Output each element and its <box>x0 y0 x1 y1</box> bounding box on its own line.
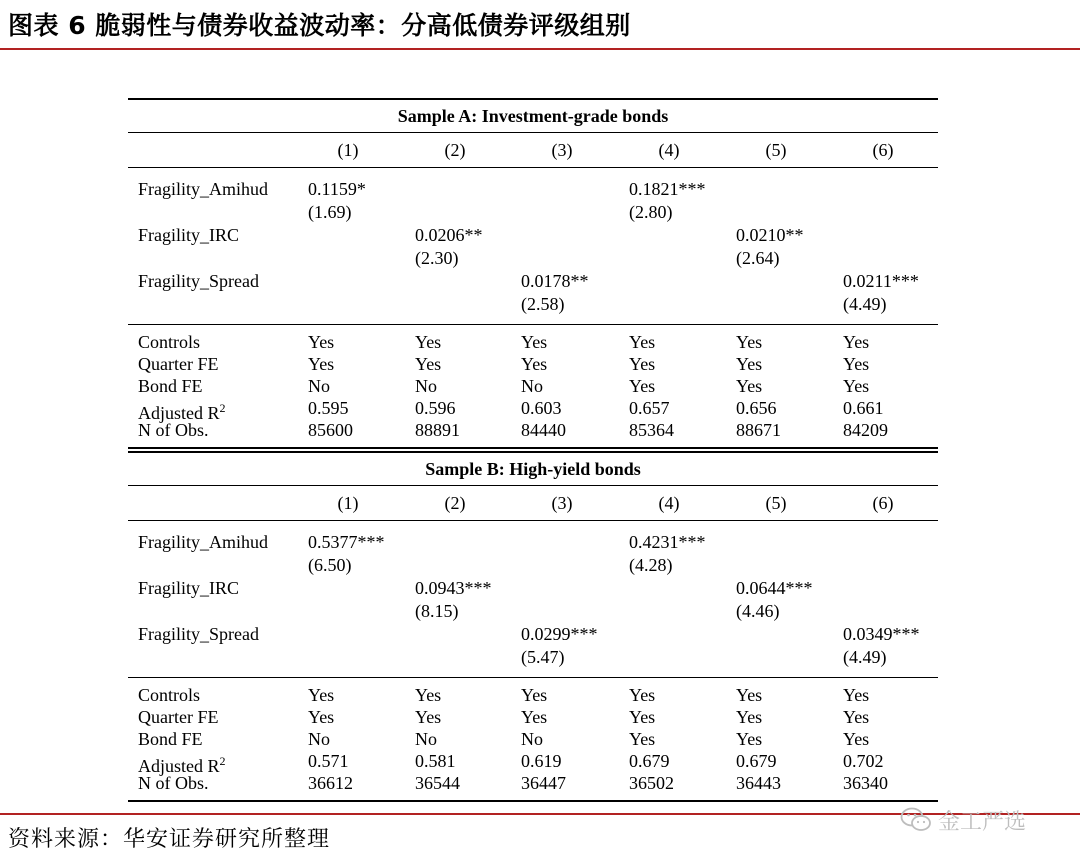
control-value: 36612 <box>308 773 353 793</box>
control-value: No <box>415 376 437 396</box>
control-value: No <box>415 729 437 749</box>
coefficient: 0.0210** <box>736 225 804 245</box>
control-value: Yes <box>415 685 442 705</box>
t-statistic: (2.64) <box>736 248 780 268</box>
control-value: Yes <box>736 354 763 374</box>
control-value: Yes <box>629 376 656 396</box>
control-label <box>138 684 200 706</box>
figure-title-bar <box>0 0 1080 50</box>
controls-block <box>128 325 938 447</box>
variable-row <box>128 270 938 316</box>
control-value: Yes <box>843 354 870 374</box>
control-value: No <box>308 729 330 749</box>
column-header: (2) <box>444 140 466 160</box>
control-value: Yes <box>521 685 548 705</box>
superscript: 2 <box>219 754 226 768</box>
coefficient: 0.0943*** <box>415 578 492 598</box>
control-value: Yes <box>308 354 335 374</box>
control-value: Yes <box>629 729 656 749</box>
control-label <box>138 728 203 750</box>
control-label <box>138 353 218 375</box>
t-statistic: (2.30) <box>415 248 459 268</box>
control-value: Yes <box>629 354 656 374</box>
regression-table <box>128 98 938 802</box>
column-header-row <box>128 133 938 167</box>
figure-title: 图表 6 脆弱性与债券收益波动率：分高低债券评级组别 <box>8 11 631 40</box>
control-value: 84440 <box>521 420 566 440</box>
control-label-text: Adjusted R <box>138 403 220 423</box>
coefficient: 0.4231*** <box>629 532 706 552</box>
t-statistic: (6.50) <box>308 555 352 575</box>
control-label-text: Bond FE <box>138 376 203 396</box>
coefficient: 0.0206** <box>415 225 483 245</box>
control-value: Yes <box>629 332 656 352</box>
control-value: 0.679 <box>629 751 670 771</box>
coefficient: 0.1159* <box>308 179 366 199</box>
control-value: Yes <box>521 354 548 374</box>
control-value: 84209 <box>843 420 888 440</box>
watermark-text: 金工严选 <box>938 809 1027 835</box>
variable-label: Fragility_IRC <box>138 225 240 245</box>
column-header: (2) <box>444 493 466 513</box>
control-value: Yes <box>736 332 763 352</box>
control-value: Yes <box>415 707 442 727</box>
control-value: No <box>521 729 543 749</box>
control-row <box>128 419 938 441</box>
control-value: Yes <box>736 729 763 749</box>
column-header: (1) <box>337 493 359 513</box>
superscript: 2 <box>219 401 226 415</box>
control-row <box>128 772 938 794</box>
control-value: 0.619 <box>521 751 562 771</box>
source-note: 资料来源：华安证券研究所整理 <box>8 827 331 852</box>
control-value: Yes <box>843 729 870 749</box>
control-value: Yes <box>843 685 870 705</box>
control-value: Yes <box>521 707 548 727</box>
controls-block <box>128 678 938 800</box>
panel-title: Sample B: High-yield bonds <box>425 459 641 479</box>
coefficient: 0.0349*** <box>843 624 920 644</box>
control-value: Yes <box>308 332 335 352</box>
coefficient: 0.0178** <box>521 271 589 291</box>
control-row <box>128 728 938 750</box>
t-statistic: (4.46) <box>736 601 780 621</box>
column-header: (5) <box>765 493 787 513</box>
control-label-text: Bond FE <box>138 729 203 749</box>
variable-label: Fragility_Spread <box>138 271 259 291</box>
coefficient-block <box>128 521 938 677</box>
control-row <box>128 353 938 375</box>
control-label-text: N of Obs. <box>138 773 209 793</box>
column-header: (4) <box>658 493 680 513</box>
control-value: Yes <box>843 376 870 396</box>
control-value: Yes <box>736 376 763 396</box>
control-value: 0.596 <box>415 398 456 418</box>
coefficient: 0.0644*** <box>736 578 813 598</box>
t-statistic: (4.49) <box>843 647 887 667</box>
coefficient: 0.1821*** <box>629 179 706 199</box>
control-label-text: N of Obs. <box>138 420 209 440</box>
watermark <box>900 802 1026 838</box>
control-value: 36502 <box>629 773 674 793</box>
control-label-text: Adjusted R <box>138 756 220 776</box>
t-statistic: (2.80) <box>629 202 673 222</box>
control-label-text: Controls <box>138 332 201 352</box>
control-value: Yes <box>521 332 548 352</box>
control-value: Yes <box>843 707 870 727</box>
control-label-text: Controls <box>138 685 201 705</box>
control-value: Yes <box>308 685 335 705</box>
variable-row <box>128 224 938 270</box>
t-statistic: (2.58) <box>521 294 565 314</box>
column-header: (3) <box>551 140 573 160</box>
control-value: 0.679 <box>736 751 777 771</box>
control-row <box>128 397 938 423</box>
column-header: (3) <box>551 493 573 513</box>
table-rule <box>128 800 938 802</box>
control-value: 0.603 <box>521 398 562 418</box>
control-value: Yes <box>736 685 763 705</box>
coefficient-block <box>128 168 938 324</box>
control-value: 88891 <box>415 420 460 440</box>
t-statistic: (8.15) <box>415 601 459 621</box>
variable-label: Fragility_IRC <box>138 578 240 598</box>
control-label <box>138 419 209 441</box>
variable-row <box>128 577 938 623</box>
control-value: 85600 <box>308 420 353 440</box>
control-value: 85364 <box>629 420 674 440</box>
t-statistic: (1.69) <box>308 202 352 222</box>
control-value: Yes <box>736 707 763 727</box>
control-value: 36340 <box>843 773 888 793</box>
column-header: (6) <box>872 493 894 513</box>
control-row <box>128 375 938 397</box>
control-label <box>138 772 209 794</box>
control-row <box>128 331 938 353</box>
control-value: Yes <box>843 332 870 352</box>
variable-row <box>128 623 938 669</box>
column-header: (6) <box>872 140 894 160</box>
variable-label: Fragility_Spread <box>138 624 259 644</box>
control-value: 0.571 <box>308 751 349 771</box>
t-statistic: (5.47) <box>521 647 565 667</box>
control-label <box>138 375 203 397</box>
control-value: Yes <box>629 685 656 705</box>
control-value: Yes <box>415 354 442 374</box>
control-value: No <box>521 376 543 396</box>
panel-title: Sample A: Investment-grade bonds <box>397 106 669 126</box>
control-value: 0.657 <box>629 398 670 418</box>
control-value: 36447 <box>521 773 566 793</box>
control-value: No <box>308 376 330 396</box>
control-value: Yes <box>415 332 442 352</box>
control-label-text: Quarter FE <box>138 354 219 374</box>
column-header: (4) <box>658 140 680 160</box>
control-row <box>128 750 938 776</box>
wechat-icon <box>900 806 932 834</box>
control-value: 0.595 <box>308 398 349 418</box>
column-header-row <box>128 486 938 520</box>
column-header: (5) <box>765 140 787 160</box>
control-value: 36443 <box>736 773 781 793</box>
variable-row <box>128 178 938 224</box>
control-value: 0.656 <box>736 398 777 418</box>
coefficient: 0.0211*** <box>843 271 919 291</box>
control-row <box>128 684 938 706</box>
coefficient: 0.5377*** <box>308 532 385 552</box>
coefficient: 0.0299*** <box>521 624 598 644</box>
t-statistic: (4.28) <box>629 555 673 575</box>
control-value: 0.661 <box>843 398 884 418</box>
control-value: Yes <box>308 707 335 727</box>
control-value: Yes <box>629 707 656 727</box>
variable-label: Fragility_Amihud <box>138 179 268 199</box>
control-value: 36544 <box>415 773 460 793</box>
control-value: 0.581 <box>415 751 456 771</box>
control-label-text: Quarter FE <box>138 707 219 727</box>
t-statistic: (4.49) <box>843 294 887 314</box>
column-header: (1) <box>337 140 359 160</box>
control-label <box>138 706 218 728</box>
control-row <box>128 706 938 728</box>
variable-label: Fragility_Amihud <box>138 532 268 552</box>
control-value: 88671 <box>736 420 781 440</box>
variable-row <box>128 531 938 577</box>
control-value: 0.702 <box>843 751 884 771</box>
control-label <box>138 331 200 353</box>
